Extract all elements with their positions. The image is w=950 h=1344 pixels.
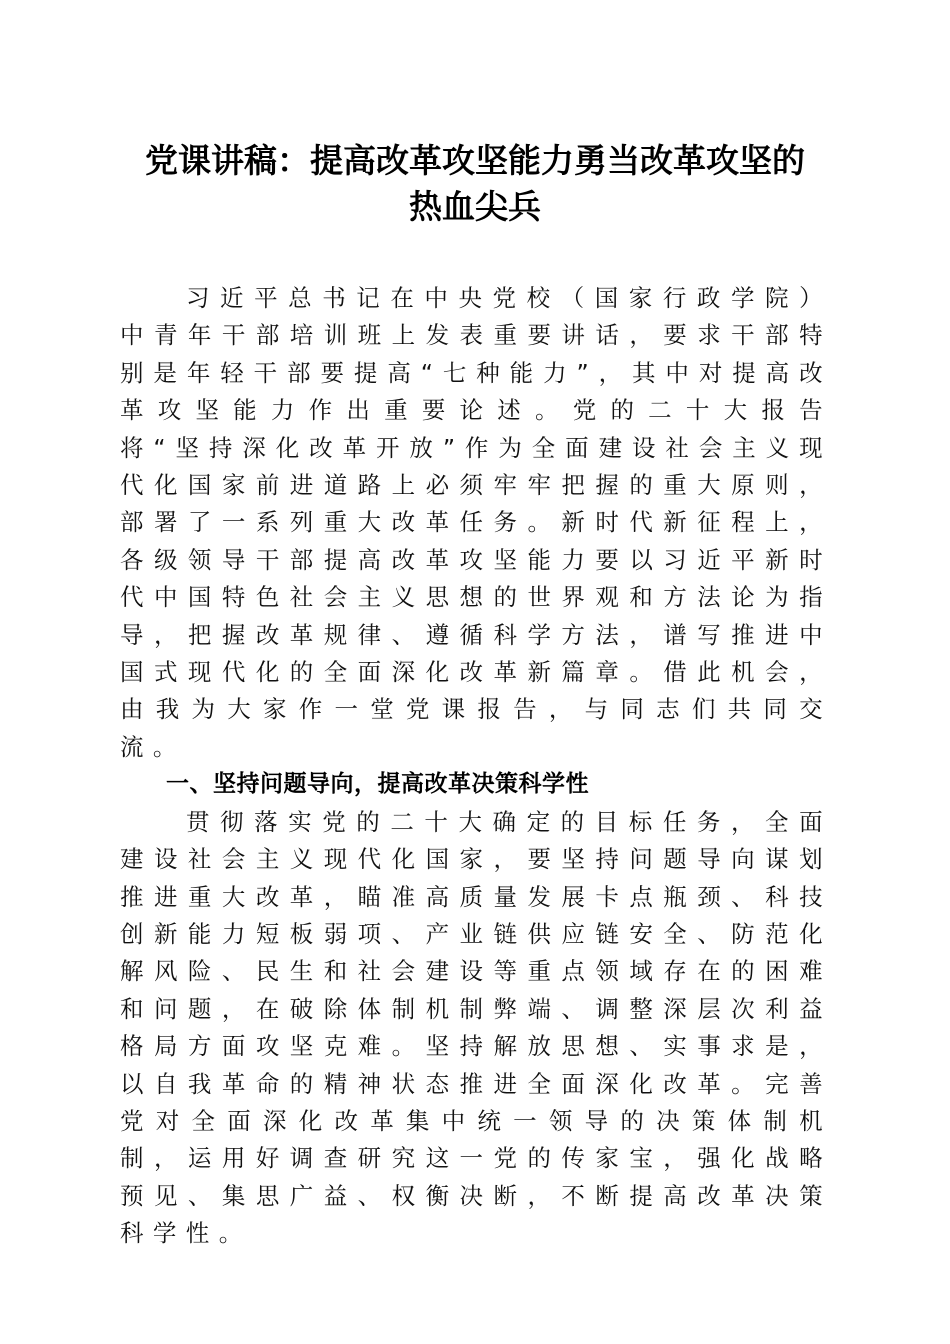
document-body	[120, 280, 832, 1253]
title-line-1: 党课讲稿：提高改革攻坚能力勇当改革攻坚的	[145, 141, 805, 180]
section-1-paragraph: 贯彻落实党的二十大确定的目标任务，全面建设社会主义现代化国家，要坚持问题导向谋划推进重大改革，瞄准高质量发展卡点瓶颈、科技创新能力短板弱项、产业链供应链安全、防范化解风险、民生和社会建设等重点领域存在的困难和问题，在破除体制机制弊端、调整深层次利益格局方面攻坚克难。坚持解放思想、实事求是，以自我革命的精神状态推进全面深化改革。完善党对全面深化改革集中统一领导的决策体制机制，运用好调查研究这一党的传家宝，强化战略预见、集思广益、权衡决断，不断提高改革决策科学性。	[120, 807, 832, 1248]
title-line-2: 热血尖兵	[409, 187, 541, 226]
section-heading-1: 一、坚持问题导向，提高改革决策科学性	[166, 771, 589, 798]
document-title	[110, 138, 840, 230]
intro-paragraph: 习近平总书记在中央党校（国家行政学院）中青年干部培训班上发表重要讲话，要求干部特别是年轻干部要提高“七种能力”，其中对提高改革攻坚能力作出重要论述。党的二十大报告将“坚持深化改革开放”作为全面建设社会主义现代化国家前进道路上必须牢牢把握的重大原则，部署了一系列重大改革任务。新时代新征程上，各级领导干部提高改革攻坚能力要以习近平新时代中国特色社会主义思想的世界观和方法论为指导，把握改革规律、遵循科学方法，谱写推进中国式现代化的全面深化改革新篇章。借此机会，由我为大家作一堂党课报告，与同志们共同交流。	[120, 284, 832, 761]
